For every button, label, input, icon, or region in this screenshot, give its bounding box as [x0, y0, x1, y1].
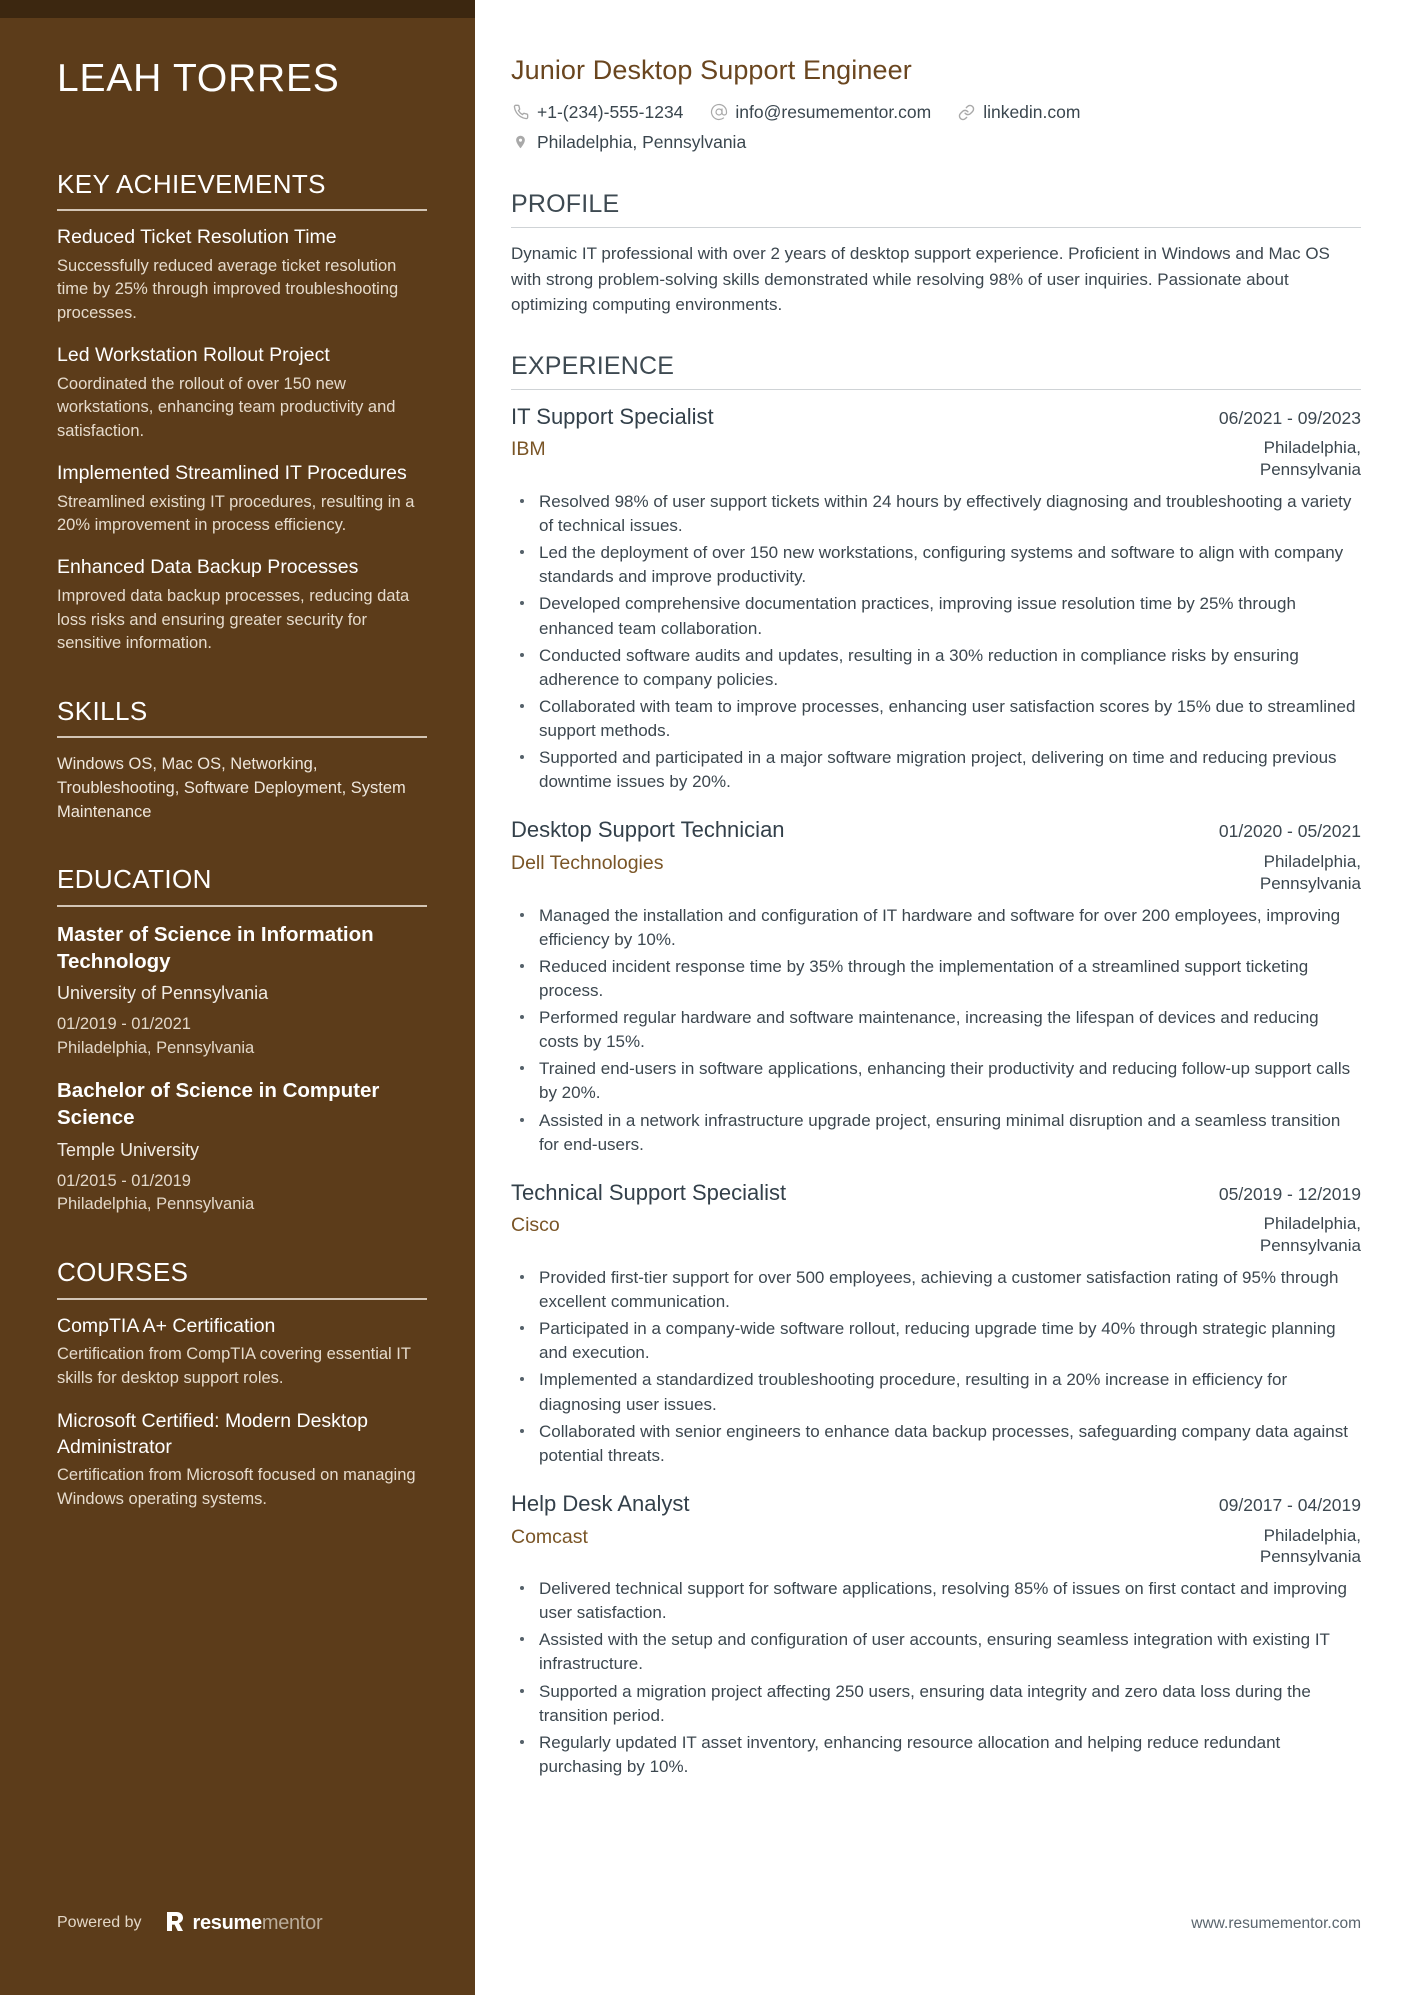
education-item [57, 1077, 427, 1217]
experience-bullet: Regularly updated IT asset inventory, enhancing resource allocation and helping reduce redundant purchasing by 10%. [511, 1731, 1361, 1779]
experience-subheader-row [511, 437, 1361, 481]
contact-location-text: Philadelphia, Pennsylvania [537, 132, 747, 153]
experience-company: Comcast [511, 1525, 588, 1548]
achievement-item [57, 225, 427, 326]
experience-bullet: Trained end-users in software applications, enhancing their productivity and reducing follow-up support calls by 20%. [511, 1057, 1361, 1105]
experience-bullet: Participated in a company-wide software rollout, reducing upgrade time by 40% through strategic planning and execution. [511, 1317, 1361, 1365]
section-experience [511, 351, 1361, 1779]
logo-word-light: mentor [261, 1911, 323, 1934]
experience-company: Cisco [511, 1214, 560, 1237]
education-dates: 01/2019 - 01/2021 [57, 1015, 191, 1034]
footer-website-url: www.resumementor.com [1191, 1915, 1361, 1932]
main-content [484, 0, 1410, 1995]
education-location: Philadelphia, Pennsylvania [57, 1195, 255, 1214]
experience-role: Desktop Support Technician [511, 817, 785, 843]
phone-icon [511, 103, 530, 122]
achievement-description: Streamlined existing IT procedures, resulting in a 20% improvement in process efficiency. [57, 492, 415, 535]
section-education [57, 864, 427, 1217]
achievement-title: Led Workstation Rollout Project [57, 343, 330, 366]
experience-bullet: Resolved 98% of user support tickets within 24 hours by effectively diagnosing and troubleshooting a variety of technical issues. [511, 490, 1361, 538]
experience-entry [511, 1179, 1361, 1468]
experience-header-row [511, 1490, 1361, 1519]
resumementor-logo [164, 1911, 323, 1935]
email-icon [709, 103, 728, 122]
achievement-title: Implemented Streamlined IT Procedures [57, 461, 407, 484]
experience-bullet-list [511, 904, 1361, 1157]
powered-by-label: Powered by [57, 1914, 142, 1931]
experience-bullet: Collaborated with senior engineers to enhance data backup processes, safeguarding company data against potential threats. [511, 1420, 1361, 1468]
achievement-description: Coordinated the rollout of over 150 new workstations, enhancing team productivity and satisfaction. [57, 374, 396, 441]
section-skills [57, 696, 427, 824]
achievement-title: Enhanced Data Backup Processes [57, 556, 359, 579]
section-heading-education: EDUCATION [57, 864, 212, 895]
experience-bullet-list [511, 490, 1361, 795]
experience-bullet: Assisted in a network infrastructure upgrade project, ensuring minimal disruption and a seamless transition for end-users. [511, 1109, 1361, 1157]
experience-bullet: Led the deployment of over 150 new workstations, configuring systems and software to align with company standards and improve productivity. [511, 541, 1361, 589]
experience-dates: 01/2020 - 05/2021 [1218, 821, 1361, 842]
education-item [57, 921, 427, 1061]
course-description: Certification from CompTIA covering essential IT skills for desktop support roles. [57, 1345, 411, 1388]
education-school: Temple University [57, 1139, 200, 1160]
heading-underline [511, 389, 1361, 390]
experience-entry [511, 816, 1361, 1156]
experience-bullet: Collaborated with team to improve processes, enhancing user satisfaction scores by 15% due to streamlined support methods. [511, 695, 1361, 743]
experience-subheader-row [511, 1213, 1361, 1257]
profile-summary-text: Dynamic IT professional with over 2 years of desktop support experience. Proficient in Windows and Mac OS with strong problem-solving skills demonstrated while resolving 98% of user inquiries. Passionate about optimizing computing environments. [511, 244, 1330, 315]
experience-bullet: Managed the installation and configuration of IT hardware and software for over 200 employees, improving efficiency by 10%. [511, 904, 1361, 952]
achievement-description: Successfully reduced average ticket resolution time by 25% through improved troubleshooting processes. [57, 256, 399, 323]
sidebar-right-divider [475, 0, 484, 1995]
heading-underline [511, 227, 1361, 228]
experience-entry [511, 403, 1361, 795]
achievement-item [57, 343, 427, 444]
contact-link-text: linkedin.com [983, 102, 1081, 123]
headline-job-title: Junior Desktop Support Engineer [511, 55, 912, 85]
skills-list: Windows OS, Mac OS, Networking, Troubleshooting, Software Deployment, System Maintenance [57, 755, 406, 822]
experience-location: Philadelphia, Pennsylvania [1259, 1525, 1361, 1567]
experience-role: Technical Support Specialist [511, 1179, 787, 1205]
contact-link[interactable] [957, 98, 1080, 126]
contact-location [511, 128, 746, 156]
experience-bullet: Conducted software audits and updates, resulting in a 30% reduction in compliance risks by ensuring adherence to company policies. [511, 644, 1361, 692]
section-heading-courses: COURSES [57, 1257, 189, 1288]
education-degree: Bachelor of Science in Computer Science [57, 1079, 380, 1130]
contact-details [511, 98, 1361, 156]
contact-row-location [511, 128, 1361, 156]
course-description: Certification from Microsoft focused on managing Windows operating systems. [57, 1466, 416, 1508]
resumementor-wordmark [193, 1912, 323, 1935]
experience-company: IBM [511, 438, 546, 461]
section-courses [57, 1257, 427, 1511]
course-title: CompTIA A+ Certification [57, 1314, 276, 1337]
experience-dates: 05/2019 - 12/2019 [1218, 1183, 1361, 1204]
contact-row-primary [511, 98, 1361, 126]
section-heading-skills: SKILLS [57, 696, 148, 727]
achievement-item [57, 461, 427, 538]
experience-header-row [511, 816, 1361, 845]
education-degree: Master of Science in Information Technology [57, 922, 374, 973]
experience-subheader-row [511, 851, 1361, 895]
experience-bullet: Supported and participated in a major software migration project, delivering on time and reducing previous downtime issues by 20%. [511, 746, 1361, 794]
education-location: Philadelphia, Pennsylvania [57, 1039, 255, 1058]
link-icon [957, 103, 976, 122]
experience-company: Dell Technologies [511, 852, 664, 875]
contact-phone-text: +1-(234)-555-1234 [537, 102, 684, 123]
sidebar-top-accent-bar [0, 0, 484, 18]
course-title: Microsoft Certified: Modern Desktop Administrator [57, 1409, 369, 1458]
resumementor-mark-icon [164, 1911, 186, 1935]
experience-role: Help Desk Analyst [511, 1490, 690, 1516]
heading-underline [57, 736, 427, 738]
course-item [57, 1409, 427, 1512]
experience-location: Philadelphia, Pennsylvania [1259, 852, 1361, 893]
experience-bullet-list [511, 1577, 1361, 1779]
section-profile [511, 189, 1361, 318]
experience-subheader-row [511, 1525, 1361, 1569]
experience-role: IT Support Specialist [511, 403, 714, 429]
sidebar [0, 0, 484, 1995]
heading-underline [57, 905, 427, 907]
experience-dates: 09/2017 - 04/2019 [1218, 1494, 1361, 1515]
experience-bullet: Delivered technical support for software applications, resolving 85% of issues on first contact and improving user satisfaction. [511, 1577, 1361, 1625]
section-key-achievements [57, 169, 427, 656]
experience-location: Philadelphia, Pennsylvania [1259, 438, 1361, 480]
section-heading-experience: EXPERIENCE [511, 351, 675, 380]
education-dates: 01/2015 - 01/2019 [57, 1171, 191, 1190]
experience-dates: 06/2021 - 09/2023 [1218, 407, 1361, 428]
experience-bullet: Performed regular hardware and software maintenance, increasing the lifespan of devices and reducing costs by 15%. [511, 1006, 1361, 1054]
experience-bullet: Reduced incident response time by 35% through the implementation of a streamlined support ticketing process. [511, 955, 1361, 1003]
section-heading-profile: PROFILE [511, 190, 620, 219]
contact-email-text: info@resumementor.com [735, 102, 932, 123]
experience-location: Philadelphia, Pennsylvania [1259, 1214, 1361, 1256]
contact-email[interactable] [709, 98, 931, 126]
logo-word-bold: resume [192, 1911, 262, 1934]
section-heading-key-achievements: KEY ACHIEVEMENTS [57, 168, 326, 199]
experience-header-row [511, 1179, 1361, 1208]
sidebar-footer [57, 1911, 322, 1935]
heading-underline [57, 209, 427, 211]
experience-bullet: Developed comprehensive documentation practices, improving issue resolution time by 25% through enhanced team collaboration. [511, 592, 1361, 640]
achievement-description: Improved data backup processes, reducing data loss risks and ensuring greater security for sensitive information. [57, 586, 410, 653]
education-school: University of Pennsylvania [57, 983, 269, 1004]
experience-bullet-list [511, 1266, 1361, 1468]
contact-phone[interactable] [511, 98, 683, 126]
experience-entry [511, 1490, 1361, 1779]
experience-bullet: Assisted with the setup and configuration of user accounts, ensuring seamless integration with existing IT infrastructure. [511, 1628, 1361, 1676]
achievement-title: Reduced Ticket Resolution Time [57, 225, 337, 248]
achievement-item [57, 555, 427, 656]
experience-header-row [511, 403, 1361, 432]
heading-underline [57, 1298, 427, 1300]
candidate-name: LEAH TORRES [57, 57, 340, 100]
location-pin-icon [511, 133, 530, 152]
experience-bullet: Supported a migration project affecting 250 users, ensuring data integrity and zero data loss during the transition period. [511, 1680, 1361, 1728]
experience-bullet: Provided first-tier support for over 500 employees, achieving a customer satisfaction rating of 95% through excellent communication. [511, 1266, 1361, 1314]
course-item [57, 1314, 427, 1391]
experience-bullet: Implemented a standardized troubleshooting procedure, resulting in a 20% increase in efficiency for diagnosing user issues. [511, 1368, 1361, 1416]
